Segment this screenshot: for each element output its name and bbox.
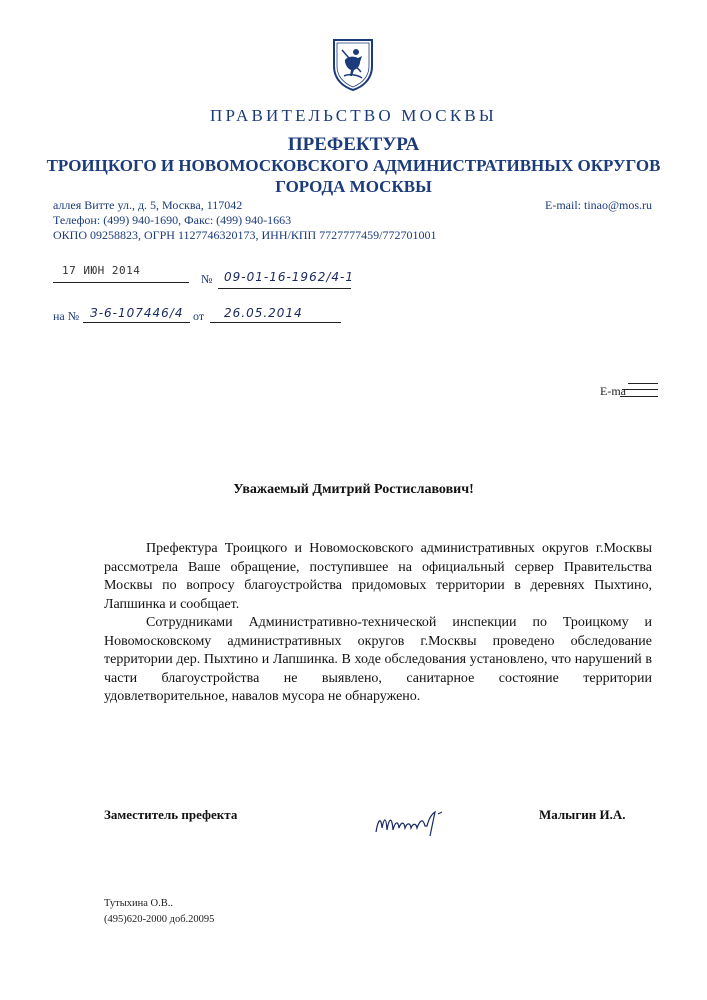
executor-phone: (495)620-2000 доб.20095 bbox=[104, 914, 215, 925]
handwritten-signature bbox=[372, 806, 452, 840]
number-underline bbox=[218, 288, 351, 289]
date-stamp: 17 ИЮН 2014 bbox=[62, 264, 141, 277]
paragraph-2: Сотрудниками Административно-технической инспекции по Троицкому и Новомосковскому административных округов г.Москвы проведено обследование территории дер. Пыхтино и Лапшинка. В ходе обследования установлено, что нарушений в части благоустройства не выявлено, санитарное состояние территории удовлетворительное, навалов мусора не обнаружено. bbox=[104, 615, 652, 704]
email-line-2 bbox=[622, 389, 658, 390]
address-text: аллея Витте ул., д. 5, Москва, 117042 bbox=[53, 198, 243, 212]
email-line-1 bbox=[628, 383, 658, 384]
executor-block bbox=[104, 896, 214, 928]
codes-text: ОКПО 09258823, ОГРН 1127746320173, ИНН/КПП 7727777459/772701001 bbox=[53, 228, 437, 242]
recipient-email-fragment: E-ma bbox=[600, 384, 626, 398]
outgoing-number: 09-01-16-1962/4-1 bbox=[224, 270, 354, 284]
signer-title: Заместитель префекта bbox=[104, 807, 238, 822]
reference-date: 26.05.2014 bbox=[224, 306, 303, 320]
prefecture-line-3: ГОРОДА МОСКВЫ bbox=[275, 177, 432, 196]
reference-number: З-6-107446/4 bbox=[90, 306, 184, 320]
date-underline bbox=[53, 282, 189, 283]
email-text: E-mail: tinao@mos.ru bbox=[545, 198, 653, 212]
email-line-3 bbox=[620, 396, 658, 397]
prefecture-line-2: ТРОИЦКОГО И НОВОМОСКОВСКОГО АДМИНИСТРАТИВНЫХ ОКРУГОВ bbox=[46, 156, 661, 175]
number-label: № bbox=[201, 272, 213, 286]
moscow-coat-of-arms-icon bbox=[330, 36, 376, 92]
prefecture-line-1: ПРЕФЕКТУРА bbox=[287, 134, 420, 155]
letter-body bbox=[104, 540, 652, 707]
reference-label: на № bbox=[53, 309, 80, 323]
prefecture-title bbox=[0, 134, 707, 197]
salutation: Уважаемый Дмитрий Ростиславович! bbox=[233, 482, 474, 497]
from-label: от bbox=[193, 309, 205, 323]
reference-date-underline bbox=[210, 322, 341, 323]
signer-name: Малыгин И.А. bbox=[539, 807, 626, 822]
executor-name: Тутыхина О.В.. bbox=[104, 898, 174, 909]
contact-block bbox=[53, 198, 437, 243]
government-title: ПРАВИТЕЛЬСТВО МОСКВЫ bbox=[210, 106, 497, 125]
paragraph-1: Префектура Троицкого и Новомосковского административных округов г.Москвы рассмотрела Ваше обращение, поступившее на официальный сервер Правительства Москвы по вопросу благоустройства придомовых территории в деревнях Пыхтино, Лапшинка и сообщает. bbox=[104, 541, 652, 612]
reference-underline bbox=[83, 322, 190, 323]
phone-text: Телефон: (499) 940-1690, Факс: (499) 940-1663 bbox=[53, 213, 292, 227]
